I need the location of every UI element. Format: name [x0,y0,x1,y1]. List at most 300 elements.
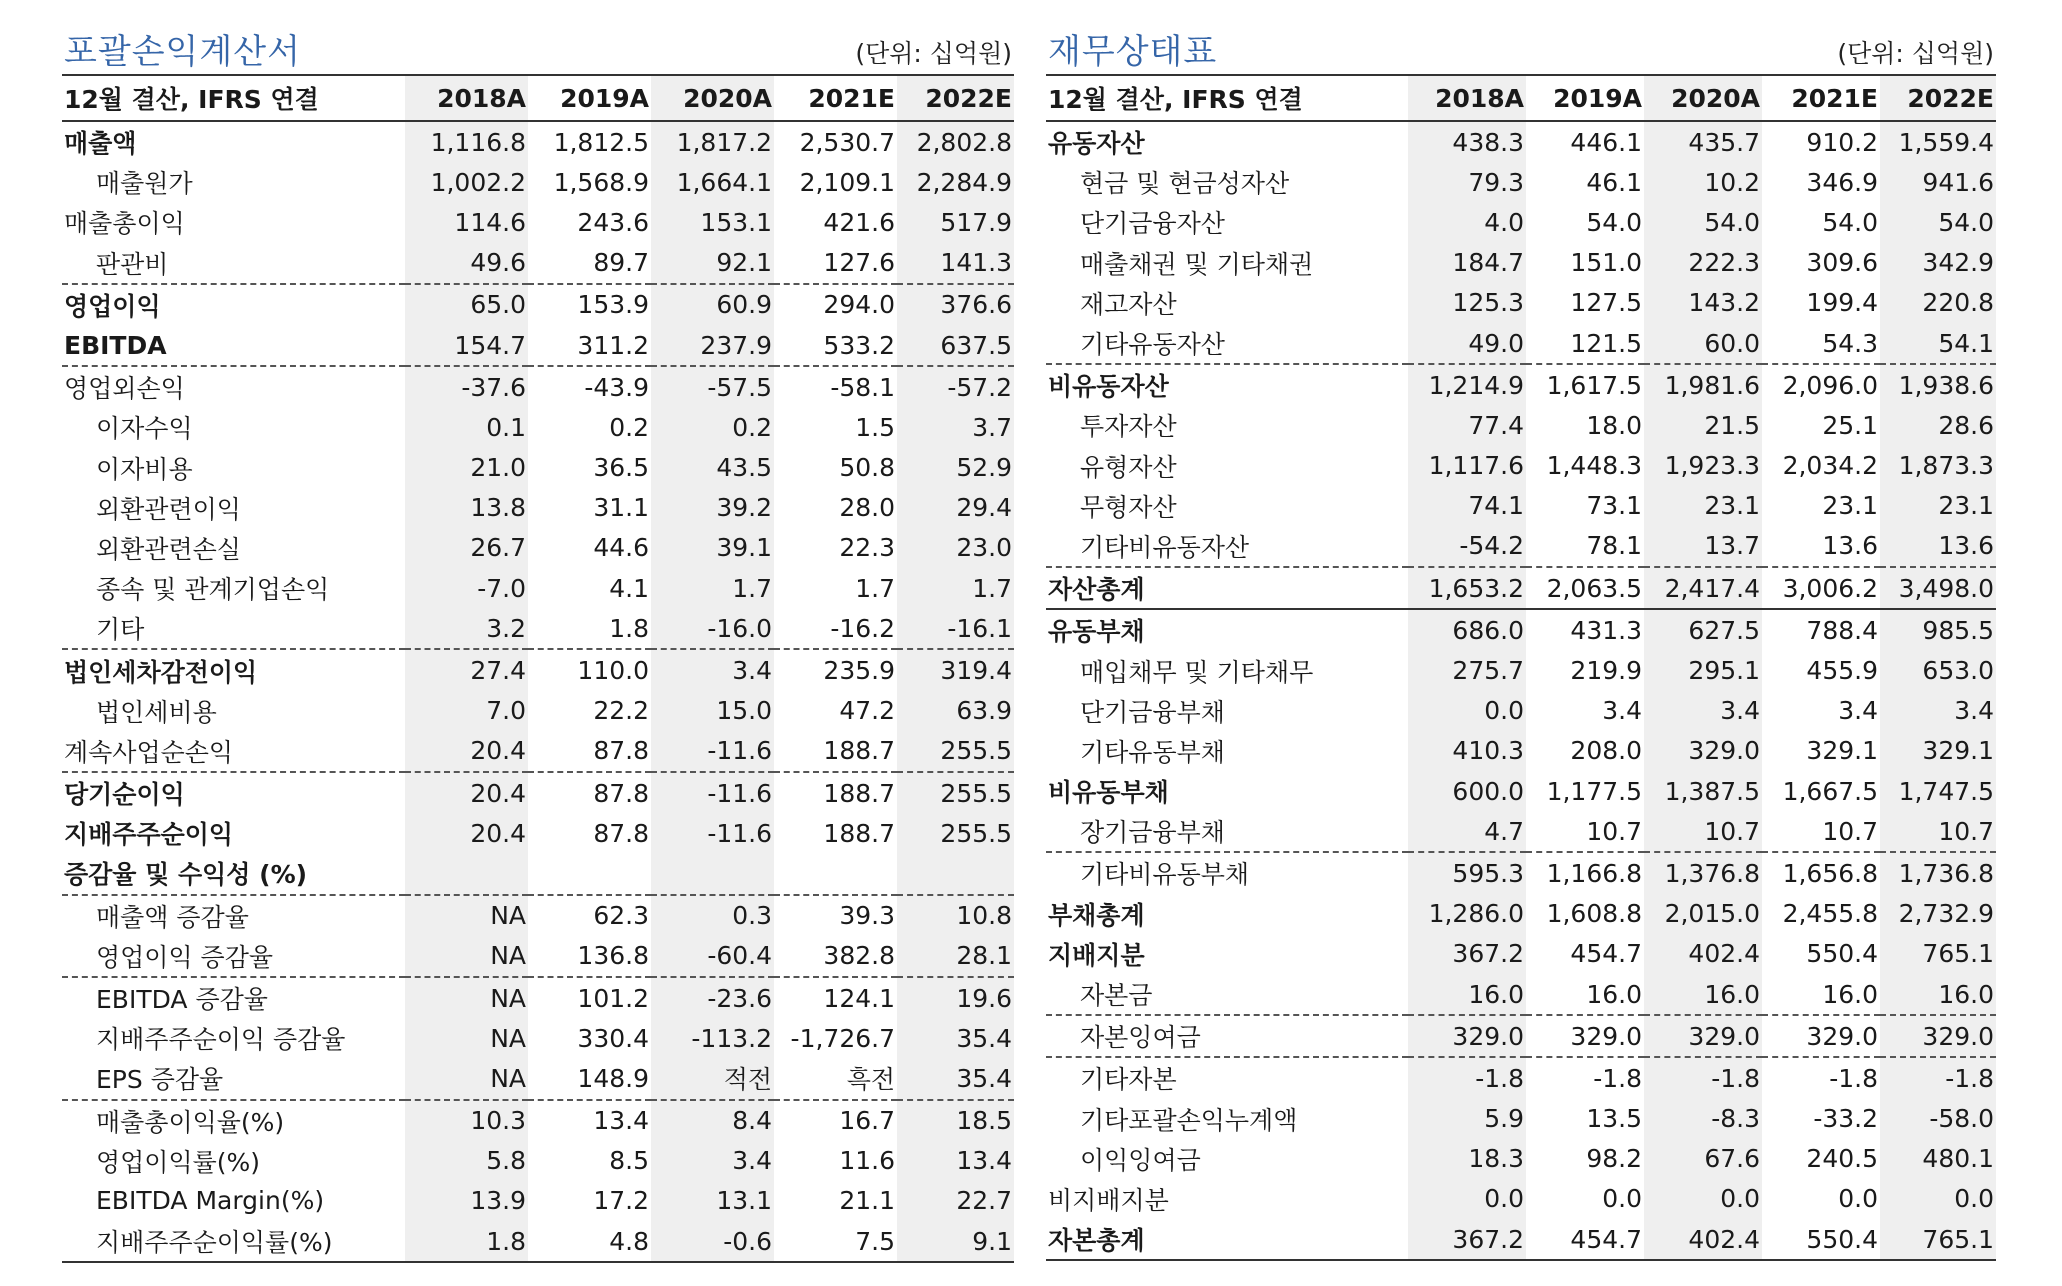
row-value: 101.2 [577,983,649,1013]
income-statement-title: 포괄손익계산서 [64,32,301,72]
row-value: NA [405,895,528,936]
row-value: -60.4 [651,936,774,977]
row-value: 1.7 [897,568,1014,608]
row-label: 법인세차감전이익 [64,657,258,687]
header-year: 2019A [528,75,651,121]
row-label: 유동부채 [1048,617,1145,647]
row-value: 35.4 [897,1018,1014,1058]
row-value: 0.0 [1838,1184,1878,1214]
row-value: 550.4 [1806,939,1878,969]
row-value: 3.4 [651,1141,774,1181]
row-value: 13.4 [593,1106,649,1136]
header-period-label: 12월 결산, IFRS 연결 [62,75,405,121]
row-value: 5.8 [405,1141,528,1181]
row-value: 4.1 [609,573,649,603]
header-year: 2018A [405,75,528,121]
table-row [62,488,1014,528]
income-statement-table [62,74,1014,1263]
row-value: 2,732.9 [1880,894,1996,934]
row-value: 595.3 [1408,852,1526,893]
row-value: 2,455.8 [1782,899,1878,929]
row-value: 446.1 [1570,127,1642,157]
table-row [1046,852,1996,893]
row-label: 단기금융부채 [1080,697,1225,727]
row-value: 637.5 [897,325,1014,366]
row-value: 10.7 [1526,811,1644,852]
table-row [62,284,1014,325]
row-value: 143.2 [1644,283,1762,323]
row-label: 비유동자산 [1048,372,1169,402]
row-value: 367.2 [1408,1219,1526,1260]
row-value: 329.0 [1644,731,1762,771]
table-row [1046,1099,1996,1139]
table-row [1046,609,1996,650]
row-value: 367.2 [1408,934,1526,974]
row-label: 지배지분 [1048,940,1145,970]
row-value: 3.7 [897,407,1014,447]
row-value: 16.0 [1408,974,1526,1015]
row-value: 87.8 [593,778,649,808]
row-value: 627.5 [1644,609,1762,650]
row-value: 1,817.2 [651,121,774,162]
row-value: 79.3 [1408,162,1526,202]
table-row [1046,364,1996,405]
row-value: 985.5 [1880,609,1996,650]
row-value: 3.2 [405,608,528,649]
row-value: 410.3 [1408,731,1526,771]
row-value: 10.7 [1880,811,1996,852]
row-value: -58.1 [830,372,895,402]
row-value: 0.0 [1644,1179,1762,1219]
row-label: 재고자산 [1080,289,1177,319]
header-year: 2019A [1526,75,1644,121]
header-year: 2022E [1880,75,1996,121]
row-value: 54.0 [1644,202,1762,242]
row-label: 자본금 [1046,974,1408,1015]
row-value: 7.0 [405,691,528,731]
row-value: 43.5 [651,448,774,488]
table-row [62,162,1014,202]
row-value: 20.4 [405,813,528,853]
row-label: 법인세비용 [96,697,217,727]
row-value: 39.1 [651,528,774,568]
row-value: 60.9 [651,284,774,325]
header-year: 2022E [897,75,1014,121]
row-value: 1,286.0 [1408,894,1526,934]
row-value: -0.6 [651,1221,774,1262]
row-label: 이자비용 [96,454,193,484]
row-label: EBITDA Margin(%) [96,1186,325,1216]
row-value: 13.6 [1880,526,1996,567]
row-value: 188.7 [774,731,897,772]
income-statement-title-row [62,20,1014,74]
row-value: 3.4 [1880,691,1996,731]
row-value: 255.5 [897,772,1014,813]
row-label: 매출채권 및 기타채권 [1080,249,1314,279]
row-value: 54.0 [1822,207,1878,237]
row-value: 686.0 [1408,609,1526,650]
row-value: 127.5 [1570,288,1642,318]
row-value: -37.6 [405,366,528,407]
row-label: 기타자본 [1080,1065,1177,1095]
row-value: 흑전 [774,1058,897,1099]
table-row [1046,894,1996,934]
row-value: 153.1 [651,202,774,242]
row-value: 330.4 [577,1023,649,1053]
row-value: 295.1 [1644,650,1762,690]
row-value: 16.0 [1762,974,1880,1015]
row-value: 402.4 [1644,934,1762,974]
table-row [62,813,1014,853]
row-value: 19.6 [897,977,1014,1018]
row-value: 67.6 [1644,1139,1762,1179]
row-value: 1.5 [855,412,895,442]
row-value: 421.6 [823,207,895,237]
row-value: 1,116.8 [405,121,528,162]
row-value: 220.8 [1880,283,1996,323]
row-value: 550.4 [1762,1219,1880,1260]
header-year: 2021E [1762,75,1880,121]
row-value: 18.5 [897,1100,1014,1141]
row-value: -1.8 [1644,1057,1762,1098]
row-value: 329.0 [1644,1015,1762,1057]
row-value: 2,802.8 [897,121,1014,162]
row-value: 16.0 [1526,974,1644,1015]
row-value: 46.1 [1586,167,1642,197]
row-value: 533.2 [774,325,897,366]
table-row [62,1058,1014,1099]
row-value: 148.9 [528,1058,651,1099]
row-value: 114.6 [405,202,528,242]
row-value: 74.1 [1408,486,1526,526]
row-value: 3,498.0 [1880,567,1996,609]
table-row [62,366,1014,407]
row-value: 294.0 [823,290,895,320]
row-value: -58.0 [1880,1099,1996,1139]
income-statement-panel [62,20,1014,1263]
row-value: 22.7 [897,1181,1014,1221]
row-value: 20.4 [405,772,528,813]
row-value [405,853,528,894]
row-value: -43.9 [584,372,649,402]
row-value: 151.0 [1570,248,1642,278]
table-row [1046,283,1996,323]
row-value: 222.3 [1644,243,1762,283]
row-label: 판관비 [62,243,405,284]
row-label: 기타포괄손익누계액 [1080,1105,1298,1135]
row-value: 1,559.4 [1880,121,1996,162]
row-value: 240.5 [1806,1144,1878,1174]
row-value: -1,726.7 [790,1023,895,1053]
row-value: 1,923.3 [1644,446,1762,486]
row-value: 1,448.3 [1546,451,1642,481]
row-label: 종속 및 관계기업손익 [96,575,330,605]
row-value: 275.7 [1408,650,1526,690]
table-row [62,1100,1014,1141]
row-value: 188.7 [823,778,895,808]
table-row [62,448,1014,488]
row-value: 10.7 [1762,811,1880,852]
row-value: NA [405,1018,528,1058]
balance-sheet-title-row [1046,20,1996,74]
balance-sheet-panel [1046,20,1996,1261]
row-value: -113.2 [651,1018,774,1058]
table-row [1046,202,1996,242]
row-value: 78.1 [1526,526,1644,567]
row-value: -1.8 [1880,1057,1996,1098]
row-label: 장기금융부채 [1046,811,1408,852]
row-value: 454.7 [1526,1219,1644,1260]
table-row [62,977,1014,1018]
table-row [1046,771,1996,811]
row-value: 18.0 [1586,410,1642,440]
row-value: 1.8 [528,608,651,649]
row-value: 92.1 [651,243,774,284]
table-row [62,1181,1014,1221]
row-value: 8.4 [651,1100,774,1141]
row-value: 208.0 [1570,736,1642,766]
row-label: 영업이익률(%) [96,1147,261,1177]
row-label: 단기금융자산 [1080,209,1225,239]
row-value: 23.1 [1822,491,1878,521]
row-value: 11.6 [839,1146,895,1176]
row-value: 0.0 [1602,1184,1642,1214]
table-row [1046,162,1996,202]
row-value: 7.5 [774,1221,897,1262]
row-value: 219.9 [1570,656,1642,686]
row-value: 27.4 [405,649,528,690]
header-year: 2020A [651,75,774,121]
row-value: -16.0 [651,608,774,649]
row-label: 계속사업순손익 [62,731,405,772]
row-value: 1.7 [651,568,774,608]
table-row [1046,486,1996,526]
row-label: 현금 및 현금성자산 [1080,169,1290,199]
row-value: 1,981.6 [1644,364,1762,405]
row-value: -8.3 [1644,1099,1762,1139]
row-value: 0.2 [609,412,649,442]
row-value: 23.1 [1644,486,1762,526]
row-value: 125.3 [1408,283,1526,323]
row-value: 454.7 [1570,939,1642,969]
row-value: 600.0 [1408,771,1526,811]
row-value: 28.1 [897,936,1014,977]
row-label: 매출총이익율(%) [96,1107,285,1137]
row-value: 87.8 [593,818,649,848]
table-row [1046,1015,1996,1057]
row-value: 10.7 [1644,811,1762,852]
row-value: 21.1 [839,1186,895,1216]
row-value: 1,664.1 [651,162,774,202]
table-row [62,691,1014,731]
row-value: 49.0 [1408,323,1526,364]
table-row [1046,1139,1996,1179]
table-row [62,121,1014,162]
row-value: NA [405,936,528,977]
row-value: 44.6 [593,533,649,563]
row-value: 1,387.5 [1644,771,1762,811]
row-value: 0.0 [1408,691,1526,731]
row-label: 기타비유동부채 [1080,860,1250,890]
row-value: 13.5 [1586,1104,1642,1134]
row-value: 98.2 [1586,1144,1642,1174]
row-value: 4.8 [528,1221,651,1262]
row-label: 지배주주순이익 증감율 [96,1025,346,1055]
row-value: 1,376.8 [1644,852,1762,893]
row-value: 480.1 [1880,1139,1996,1179]
header-year: 2020A [1644,75,1762,121]
row-value: 455.9 [1806,656,1878,686]
row-value [528,853,651,894]
table-row [62,325,1014,366]
row-label: 매출원가 [96,169,193,199]
row-label: 부채총계 [1048,900,1145,930]
row-label: 투자자산 [1080,412,1177,442]
row-value: 237.9 [651,325,774,366]
row-value: 54.0 [1880,202,1996,242]
row-value: 31.1 [593,493,649,523]
row-value: -11.6 [651,731,774,772]
row-label: 매출총이익 [64,209,185,239]
row-value: 124.1 [823,983,895,1013]
table-row [1046,323,1996,364]
row-value: 16.7 [839,1106,895,1136]
row-value: 13.1 [651,1181,774,1221]
row-value: 63.9 [897,691,1014,731]
row-value: -57.2 [897,366,1014,407]
table-row [1046,650,1996,690]
row-value: 54.3 [1762,323,1880,364]
row-value: 2,530.7 [799,127,895,157]
row-value: -33.2 [1813,1104,1878,1134]
row-value: 382.8 [774,936,897,977]
row-value: 1,617.5 [1546,370,1642,400]
row-value: 21.5 [1644,405,1762,445]
row-value: 2,096.0 [1782,370,1878,400]
row-value: 49.6 [405,243,528,284]
row-label: 유형자산 [1080,452,1177,482]
row-value: 329.0 [1762,1015,1880,1057]
table-row [1046,1179,1996,1219]
table-row [1046,567,1996,609]
row-value: 77.4 [1408,405,1526,445]
row-value: 13.4 [897,1141,1014,1181]
row-value: 1,166.8 [1546,858,1642,888]
row-value: 10.2 [1644,162,1762,202]
row-value: 13.8 [405,488,528,528]
row-value: 184.7 [1408,243,1526,283]
row-value: -57.5 [651,366,774,407]
row-value: 346.9 [1806,167,1878,197]
row-value: 1,608.8 [1546,899,1642,929]
row-value: 2,417.4 [1644,567,1762,609]
row-label: 기타유동부채 [1080,737,1225,767]
row-value: 141.3 [897,243,1014,284]
row-value: 9.1 [897,1221,1014,1262]
row-value: 431.3 [1570,615,1642,645]
table-row [1046,974,1996,1015]
row-value: 23.1 [1880,486,1996,526]
row-value: 39.3 [839,901,895,931]
table-row [62,528,1014,568]
table-row [1046,526,1996,567]
row-value [897,853,1014,894]
row-label: 자본잉여금 [1046,1015,1408,1057]
row-value: 127.6 [774,243,897,284]
row-value: 87.8 [528,731,651,772]
row-value: 153.9 [577,290,649,320]
row-label: EBITDA 증감율 [96,985,268,1015]
table-row [62,895,1014,936]
row-value: 653.0 [1880,650,1996,690]
row-label: 당기순이익 [64,780,185,810]
row-value: 1,177.5 [1546,776,1642,806]
row-value: 2,109.1 [799,167,895,197]
row-label: EBITDA [62,325,405,366]
table-row [62,772,1014,813]
table-row [62,243,1014,284]
row-value: 13.7 [1644,526,1762,567]
row-value: 329.0 [1880,1015,1996,1057]
row-value: 0.3 [651,895,774,936]
table-row [1046,446,1996,486]
row-value: 1,653.2 [1408,567,1526,609]
table-row [62,1018,1014,1058]
row-value: 0.1 [405,407,528,447]
row-value: -7.0 [405,568,528,608]
row-label: 자산총계 [1046,567,1408,609]
row-value: 788.4 [1806,615,1878,645]
row-label: 영업외손익 [64,374,185,404]
row-value: 1,656.8 [1782,858,1878,888]
income-statement-unit: (단위: 십억원) [855,39,1012,68]
table-row [1046,121,1996,162]
row-value: 5.9 [1408,1099,1526,1139]
row-value: -16.1 [897,608,1014,649]
row-value: 39.2 [651,488,774,528]
row-value: 47.2 [839,696,895,726]
row-value: 188.7 [823,818,895,848]
row-value: NA [405,977,528,1018]
row-value: 62.3 [593,901,649,931]
row-value: 311.2 [528,325,651,366]
row-value [774,853,897,894]
row-value: 110.0 [577,656,649,686]
row-value: 243.6 [577,207,649,237]
row-value: 3.4 [651,649,774,690]
row-value: 2,284.9 [897,162,1014,202]
row-value: 10.3 [405,1100,528,1141]
row-value: 13.9 [405,1181,528,1221]
row-value: 0.0 [1408,1179,1526,1219]
row-value: 16.0 [1880,974,1996,1015]
row-value: -23.6 [651,977,774,1018]
table-header-row [62,75,1014,121]
row-label: 무형자산 [1080,492,1177,522]
row-value: 1.7 [855,573,895,603]
row-label: 매입채무 및 기타채무 [1080,657,1314,687]
row-value: 319.4 [897,649,1014,690]
row-value: 1.8 [405,1221,528,1262]
row-label: 영업이익 [64,291,161,321]
row-value: 50.8 [839,453,895,483]
row-value: 1,568.9 [553,167,649,197]
row-value: 54.0 [1586,207,1642,237]
row-label: 외환관련이익 [96,494,241,524]
table-row [62,936,1014,977]
row-value: -1.8 [1408,1057,1526,1098]
table-row [62,731,1014,772]
